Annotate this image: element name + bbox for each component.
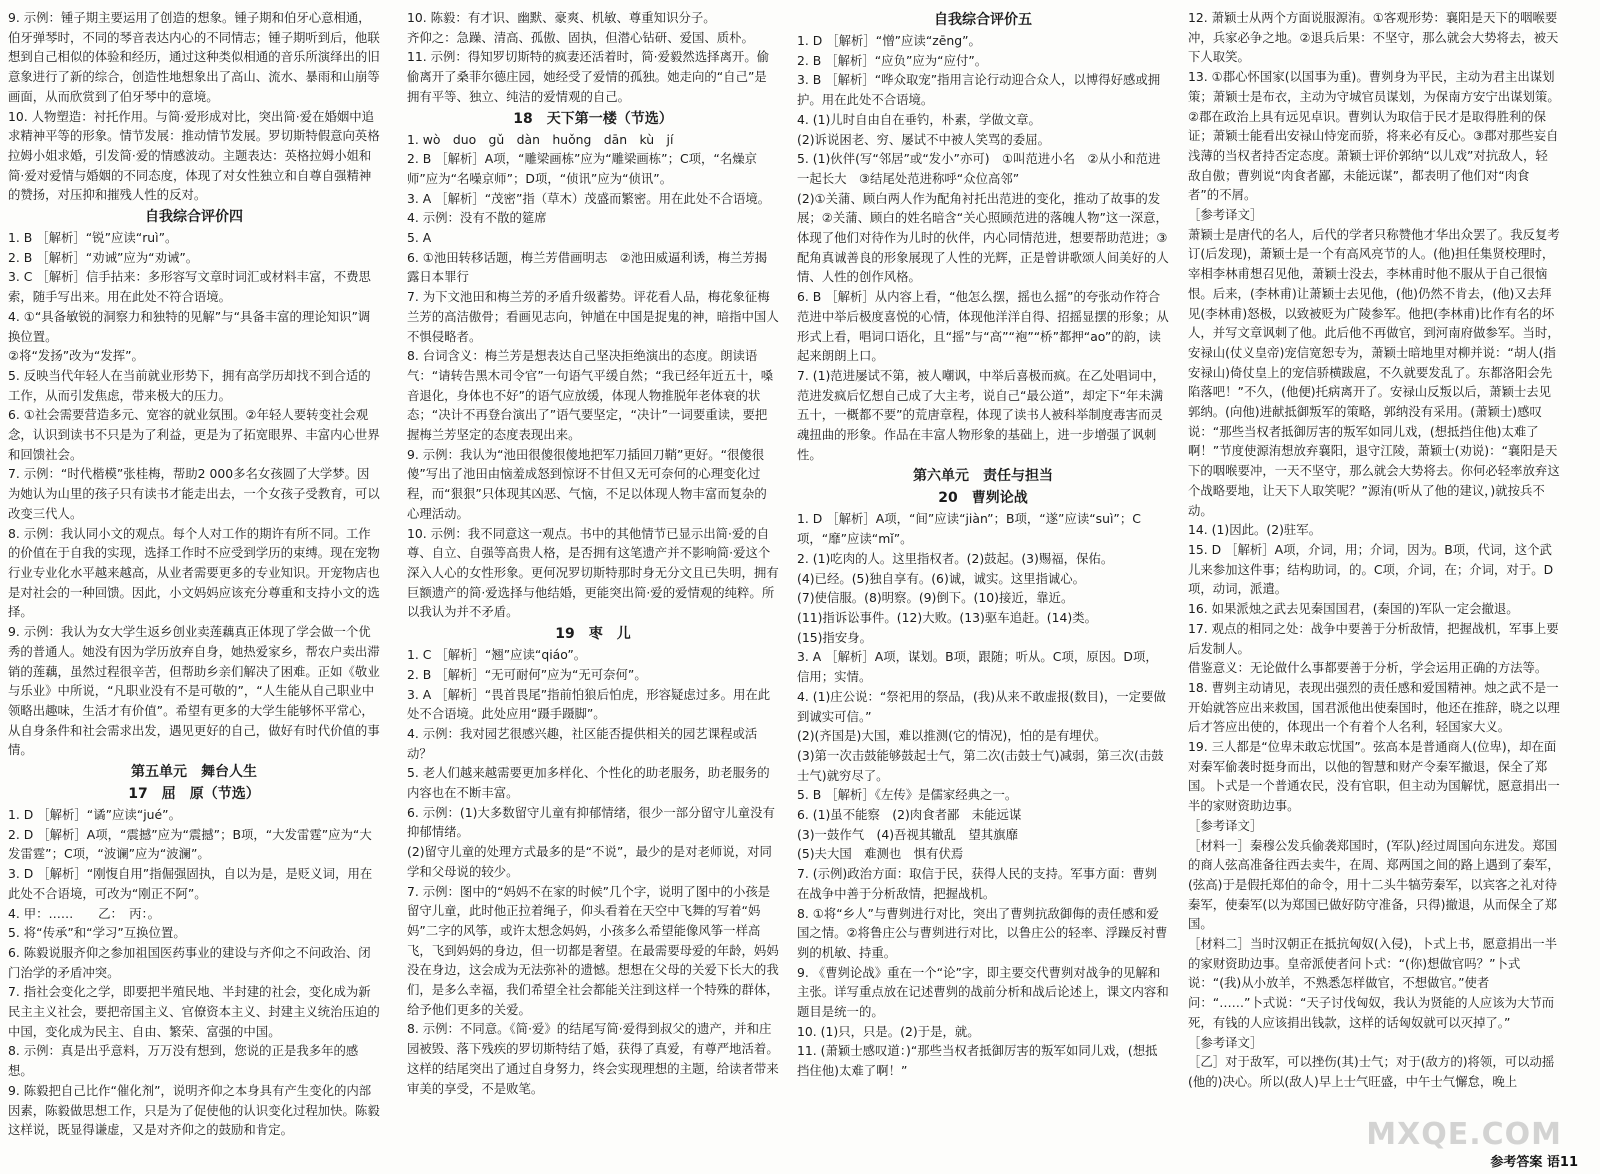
answer-paragraph: 8. 台词含义：梅兰芳是想表达自己坚决拒绝演出的态度。朗读语气：“请转告黑木司令官”一句语气平缓自然；“我已经年近五十，嗓音退化，身体也不好”的语气应放缓，体现人物推脱年老体衰的状态；“决计不再登台演出了”语气要坚定，“决计”一词要重读，要把握梅兰芳坚定的态度表现出来。	[407, 348, 774, 443]
answer-paragraph: 1. D ［解析］“谲”应读“jué”。	[8, 807, 181, 823]
answer-paragraph: 3. A ［解析］“畏首畏尾”指前怕狼后怕虎，形容疑虑过多。用在此处不合语境。此处应用“蹑手蹑脚”。	[407, 686, 771, 722]
section-heading: 第六单元 责任与担当	[913, 468, 1053, 485]
answer-paragraph: 15. D ［解析］A项，介词，用；介词，因为。B项，代词，这个武儿来参加这件事；结构助词，的。C项，介词，在；介词，对于。D项，动词，派遣。	[1188, 541, 1554, 597]
answer-paragraph: 4. 示例：我对园艺很感兴趣，社区能否提供相关的园艺课程或活动？	[407, 725, 758, 761]
answer-paragraph: 5. 将“传承”和“学习”互换位置。	[8, 925, 186, 941]
answer-paragraph: 5. B ［解析］《左传》是儒家经典之一。	[797, 787, 1018, 803]
column-2	[407, 8, 779, 1158]
answer-paragraph: 14. (1)因此。(2)驻军。	[1188, 522, 1322, 538]
answer-paragraph: 3. A ［解析］“茂密”指（草木）茂盛而繁密。用在此处不合语境。	[407, 190, 771, 206]
column-3	[797, 8, 1169, 1158]
answer-paragraph: 10. 陈毅：有才识、幽默、豪爽、机敏、尊重知识分子。 齐仰之：急躁、清高、孤傲、固执，但潜心钻研、爱国、质朴。	[407, 10, 754, 45]
answer-paragraph: 4. (1)庄公说：“祭祀用的祭品，(我)从来不敢虚报(数目)，一定要做到诚实可信。” (2)(齐国是)大国，难以推测(它的情况)，怕的是有埋伏。 (3)第一次击鼓能够鼓起士气，第二次(击鼓士气)减弱，第三次(击鼓士气)就穷尽了。	[797, 688, 1166, 783]
section-heading: 18 天下第一楼（节选）	[513, 110, 673, 127]
answer-paragraph: 9. 示例：我认为女大学生返乡创业卖莲藕真正体现了学会做一个优秀的普通人。她没有因为学历放弃自身，她热爱家乡，帮农户卖出滞销的莲藕，虽然过程很辛苦，但帮助乡亲们解决了困难。正如《敬业与乐业》中所说，“凡职业没有不是可敬的”，“人生能从自己职业中领略出趣味，生活才有价值”。希望有更多的大学生能够怀平常心，从自身条件和社会需求出发，遇见更好的自己，做好有时代价值的事情。	[8, 624, 380, 758]
answer-paragraph: ［乙］对于敌军，可以挫伤(其)士气；对于(敌方的)将领，可以动摇(他的)决心。所以(敌人)早上士气旺盛，中午士气懈怠，晚上	[1188, 1054, 1555, 1089]
section-heading: 17 屈 原（节选）	[128, 786, 260, 803]
answer-paragraph: 1. D ［解析］“憎”应读“zēng”。	[797, 33, 981, 48]
answer-paragraph: 1. B ［解析］“锐”应读“ruì”。	[8, 230, 178, 246]
answer-paragraph: 6. ①池田转移话题，梅兰芳借画明志 ②池田威逼利诱，梅兰芳揭露日本罪行	[407, 249, 768, 285]
answer-paragraph: 19. 三人都是“位卑未敢忘忧国”。弦高本是普通商人(位卑)，却在面对秦军偷袭时挺身而出，以他的智慧和财产令秦军撤退，保全了郑国。卜式是一个普通农民，没有官职，但主动为国解忧，愿意捐出一半的家财资助边事。	[1188, 739, 1560, 814]
answer-paragraph: 8. 示例：不同意。《简·爱》的结尾写简·爱得到叔父的遗产，并和庄园被毁、落下残疾的罗切斯特结了婚，获得了真爱，有尊严地活着。这样的结尾突出了通过自身努力，终会实现理想的主题，给读者带来审美的享受，不是败笔。	[407, 1021, 779, 1096]
answer-paragraph: ［参考译文］	[1188, 817, 1263, 833]
answer-paragraph: 2. B ［解析］“无可耐何”应为“无可奈何”。	[407, 666, 647, 682]
answer-paragraph: 10. 人物塑造：衬托作用。与简·爱形成对比，突出简·爱在婚姻中追求精神平等的形象。情节发展：推动情节发展。罗切斯特假意向英格拉姆小姐求婚，引发简·爱的情感波动。主题表达：英格拉姆小姐和简·爱对爱情与婚姻的不同态度，体现了对女性独立和自尊自强精神的赞扬，对压抑和摧残人性的反对。	[8, 108, 380, 203]
answer-paragraph: 2. B ［解析］A项，“雕梁画栋”应为“雕梁画栋”；C项，“名燥京师”应为“名噪京师”；D项，“侦讯”应为“侦讯”。	[407, 151, 758, 186]
answer-paragraph: 13. ①郡心怀国家(以国事为重)。曹刿身为平民，主动为君主出谋划策；萧颖士是布衣，主动为守城官员谋划，为保南方安宁出谋划策。②郡在政治上具有远见卓识。曹刿认为取信于民才是取得胜利的保证；萧颖士能看出安禄山恃宠而骄，将来必有反心。③郡对那些妄自浅薄的当权者持否定态度。萧颖士评价郭纳“以儿戏”对抗敌人，轻敌自傲；曹刿说“肉食者鄙，未能远谋”，都表明了他们对“肉食者”的不屑。	[1188, 69, 1560, 203]
answer-paragraph: 3. C ［解析］信手拈来：多形容写文章时词汇或材料丰富，不费思索，随手写出来。用在此处不符合语境。	[8, 269, 371, 305]
answer-paragraph: 5. 老人们越来越需要更加多样化、个性化的助老服务，助老服务的内容也在不断丰富。	[407, 765, 770, 801]
answer-paragraph: 10. (1)只，只是。(2)于是，就。	[797, 1023, 980, 1039]
answer-paragraph: ［参考译文］	[1188, 1034, 1263, 1050]
answer-paragraph: 8. 示例：我认同小文的观点。每个人对工作的期许有所不同。工作的价值在于自我的实现，选择工作时不应受到学历的束缚。现在宠物行业专业化水平越来越高，从业者需要更多的专业知识。开宠物店也是对社会的一种回馈。因此，小文妈妈应该充分尊重和支持小文的选择。	[8, 525, 380, 620]
column-4	[1188, 8, 1560, 1158]
column-1	[8, 8, 380, 1158]
answer-paragraph: 12. 萧颖士从两个方面说服源洧。①客观形势：襄阳是天下的咽喉要冲，兵家必争之地。②退兵后果：不坚守，那么就会大势将去，被天下人取笑。	[1188, 10, 1559, 65]
answer-paragraph: 10. 示例：我不同意这一观点。书中的其他情节已显示出简·爱的自尊、自立、自强等高贵人格，是否拥有这笔遗产并不影响简·爱这个深入人心的女性形象。更何况罗切斯特那时身无分文且已失明，拥有巨额遗产的简·爱选择与他结婚，更能突出简·爱的爱情观的纯粹。所以我认为并不矛盾。	[407, 525, 779, 620]
watermark-logo: MXQE.COM	[1366, 1117, 1562, 1152]
section-heading: 19 枣 儿	[555, 626, 631, 643]
section-heading: 第五单元 舞台人生	[131, 764, 257, 781]
answer-paragraph: 6. ①社会需要营造多元、宽容的就业氛围。②年轻人要转变社会观念，认识到读书不只是为了利益，更是为了拓宽眼界、丰富内心世界和回馈社会。	[8, 407, 380, 462]
answer-paragraph: 5. 反映当代年轻人在当前就业形势下，拥有高学历却找不到合适的工作，从而引发焦虑，带来极大的压力。	[8, 367, 371, 403]
answer-paragraph: 2. D ［解析］A项，“震撼”应为“震撼”；B项，“大发雷霆”应为“大发雷霆”；C项，“波谰”应为“波澜”。	[8, 826, 372, 862]
answer-paragraph: 4. (1)儿时自由自在垂钓，朴素，学做文章。 (2)诉说困老、穷、屡试不中被人笑骂的委屈。	[797, 111, 1050, 147]
answer-paragraph: 1. wò duo gǔ dàn huǒng dān kù jí	[407, 131, 674, 147]
answer-paragraph: 16. 如果派烛之武去见秦国国君，(秦国的)军队一定会撤退。	[1188, 601, 1519, 617]
answer-paragraph: 1. C ［解析］“翘”应读“qiáo”。	[407, 647, 587, 663]
answer-paragraph: 9. 《曹刿论战》重在一个“论”字，即主要交代曹刿对战争的见解和主张。详写重点放在记述曹刿的战前分析和战后论述上，课文内容和题目是统一的。	[797, 964, 1169, 1020]
answer-paragraph: 7. 示例：“时代楷模”张桂梅，帮助2 000多名女孩圆了大学梦。因为她认为山里的孩子只有读书才能走出去，一个女孩子受教育，可以改变三代人。	[8, 466, 380, 521]
answer-paragraph: 3. B ［解析］“哗众取宠”指用言论行动迎合众人，以博得好感或拥护。用在此处不合语境。	[797, 72, 1161, 108]
answer-paragraph: 2. B ［解析］“劝诫”应为“劝诫”。	[8, 249, 199, 265]
answer-paragraph: 6. B ［解析］从内容上看，“他怎么摆，摇也么摇”的夸张动作符合范进中举后极度喜悦的心情，体现他洋洋自得、招摇显摆的形象；从形式上看，唱词口语化，且“摇”与“高”“袍”“桥”都押“ao”的韵，读起来朗朗上口。	[797, 289, 1169, 364]
answer-paragraph: 6. 示例：(1)大多数留守儿童有抑郁情绪，很少一部分留守儿童没有抑郁情绪。 (2)留守儿童的处理方式最多的是“不说”，最少的是对老师说，对同学和父母说的较少。	[407, 804, 775, 879]
answer-paragraph: ［材料二］当时汉朝正在抵抗匈奴(入侵)，卜式上书，愿意捐出一半的家财资助边事。皇帝派使者问卜式：“(你)想做官吗？”卜式说：“(我)从小放羊，不熟悉怎样做官，不想做官。”使者问：“……”卜式说：“天子讨伐匈奴，我认为贤能的人应该为大节而死，有钱的人应该捐出钱款，这样的话匈奴就可以灭掉了。”	[1188, 936, 1557, 1030]
page-footer: 参考答案 语11	[1490, 1155, 1578, 1170]
answer-paragraph: 2. (1)吃肉的人。这里指权者。(2)鼓起。(3)赐福，保佑。 (4)已经。(5)独自享有。(6)诚，诚实。这里指诚心。 (7)使信服。(8)明察。(9)倒下。(10)接近，靠近。 (11)指诉讼事件。(12)大败。(13)驱车追赶。(14)类。 (15)指安身。	[797, 550, 1114, 645]
answer-paragraph: 7. 指社会变化之学，即要把半殖民地、半封建的社会，变化成为新民主主义社会，要把帝国主义、官僚资本主义、封建主义统治压迫的中国，变化成为民主、自由、繁荣、富强的中国。	[8, 984, 380, 1039]
answer-paragraph: 萧颖士是唐代的名人，后代的学者只称赞他才华出众罢了。我反复考订(后发现)，萧颖士是一个有高风亮节的人。(他)担任集贤校理时，宰相李林甫想召见他，萧颖士没去，李林甫时他不服从于自己很恼恨。后来，(李林甫)让萧颖士去见他，(他)仍然不肯去，(他)又去拜见(李林甫)怒极，以致被贬为广陵参军。他把(李林甫)比作有名的坏人，并写文章讽刺了他。此后他不再做官，到河南府做参军。当时，安禄山(仗义皇帝)宠信宽恕专为，萧颖士暗地里对柳并说：“胡人(指安禄山)倚仗皇上的宠信骄横跋扈，不久就要发乱了。东都洛阳会先陷落吧！”不久，(他便)托病离开了。安禄山反叛以后，萧颖士去见郭纳。(向他)进献抵御叛军的策略，郭纳没有采用。(萧颖士)感叹说：“那些当权者抵御厉害的叛军如同儿戏，(想抵挡住他)太难了啊！”节度使源洧想放弃襄阳，退守江陵，萧颖士(劝说)：“襄阳是天下的咽喉要冲，一天不坚守，那么就会大势将去。你何必轻率放弃这个战略要地，让天下人取笑呢？”源洧(听从了他的建议，)就按兵不动。	[1188, 226, 1560, 518]
answer-paragraph: 6. (1)虽不能察 (2)肉食者鄙 未能远谋 (3)一鼓作气 (4)吾视其辙乱 望其旗靡 (5)夫大国 难测也 惧有伏焉	[797, 807, 1022, 862]
answer-paragraph: 7. 为下文池田和梅兰芳的矛盾升级蓄势。评花看人品，梅花象征梅兰芳的高洁傲骨；看画见志向，钟馗在中国是捉鬼的神，暗指中国人不惧侵略者。	[407, 289, 779, 344]
answer-paragraph: 5. (1)伙伴(写“邻居”或“发小”亦可) ①叫范进小名 ②从小和范进一起长大 ③结尾处范进称呼“众位高邻” (2)①关蒲、顾白两人作为配角衬托出范进的变化，推动了故事的发展；②关蒲、顾白的姓名暗含“关心照顾范进的落魄人物”这一深意，体现了他们对待作为儿时的伙伴，内心同情范进，想要帮助范进；③配角真诚善良的形象展现了人性的光辉，正是曾讲歌颂人间美好的人情、人性的创作风格。	[797, 151, 1169, 285]
section-heading: 自我综合评价五	[934, 12, 1032, 28]
answer-paragraph: 7. (示例)政治方面：取信于民，获得人民的支持。军事方面：曹刿在战争中善于分析敌情，把握战机。	[797, 866, 1157, 901]
answer-paragraph: 11. (萧颖士感叹道：)“那些当权者抵御厉害的叛军如同儿戏，(想抵挡住他)太难了啊！”	[797, 1043, 1158, 1079]
answer-paragraph: 18. 曹刿主动请见，表现出强烈的责任感和爱国精神。烛之武不是一开始就答应出来救国，国君派他出使秦国时，他还在推辞，晓之以理后才答应出使的，体现出一个有着个人名利，轻国家大义。	[1188, 679, 1560, 735]
section-heading: 20 曹刿论战	[938, 490, 1028, 507]
answer-paragraph: 8. ①将“乡人”与曹刿进行对比，突出了曹刿抗敌御侮的责任感和爱国之情。②将鲁庄公与曹刿进行对比，以鲁庄公的轻率、浮躁反衬曹刿的机敏、持重。	[797, 905, 1168, 960]
answer-paragraph: 4. 甲：…… 乙： 丙：。	[8, 905, 161, 921]
answer-paragraph: 3. D ［解析］“刚愎自用”指倔强固执，自以为是，是贬义词，用在此处不合语境，可改为“刚正不阿”。	[8, 866, 373, 901]
answer-paragraph: 9. 示例：我认为“池田很傻很傻地把军刀插回刀鞘”更好。“很傻很傻”写出了池田由恼羞成怒到惊讶不甘但又无可奈何的心理变化过程，而“狠狠”只体现其凶恶、气恼，不足以体现人物丰富而复杂的心理活动。	[407, 446, 767, 521]
answer-paragraph: 9. 示例：锺子期主要运用了创造的想象。锺子期和伯牙心意相通，伯牙弹琴时，不同的琴音表达内心的不同情志；锺子期听到后，他联想到自己相似的体验和经历，通过这种类似相通的音乐所演绎出的旧意象进行了新的综合，创造性地想象出了高山、流水、暴雨和山崩等画面，从而欣赏到了伯牙琴中的意境。	[8, 10, 380, 104]
answer-paragraph: 4. 示例：没有不散的筵席	[407, 210, 547, 226]
answer-paragraph: ［参考译文］	[1188, 207, 1263, 223]
answer-paragraph: 3. A ［解析］A项，谋划。B项，跟随；听从。C项，原因。D项，信用；实情。	[797, 649, 1158, 685]
answer-paragraph: 1. D ［解析］A项，“间”应读“jiàn”；B项，“遂”应读“suì”；C项，“靡”应读“mǐ”。	[797, 511, 1141, 547]
answer-paragraph: 6. 陈毅说服齐仰之参加祖国医药事业的建设与齐仰之不问政治、闭门治学的矛盾冲突。	[8, 944, 371, 980]
answer-paragraph: ［材料一］秦穆公发兵偷袭郑国时，(军队)经过周国向东进发。郑国的商人弦高准备往西去卖牛，在周、郑两国之间的路上遇到了秦军，(弦高)于是假托郑伯的命令，用十二头牛犒劳秦军，以宾客之礼对待秦军，使秦军(以为郑国已做好防守准备，只得)撤退，从而保全了郑国。	[1188, 837, 1560, 932]
answer-paragraph: 2. B ［解析］“应负”应为“应付”。	[797, 52, 988, 68]
answer-paragraph: 5. A	[407, 230, 432, 246]
answer-paragraph: 8. 示例：真是出乎意料，万万没有想到，您说的正是我多年的感想。	[8, 1043, 359, 1079]
answer-paragraph: 7. 示例：图中的“妈妈不在家的时候”几个字，说明了图中的小孩是留守儿童，此时他正拉着绳子，仰头看着在天空中飞舞的写着“妈妈”二字的风筝，或许太想念妈妈，小孩多么希望能像风筝一样高飞，飞到妈妈的身边，但一切都是奢望。在最需要母爱的年龄，妈妈没在身边，这会成为无法弥补的遗憾。想想在父母的关爱下长大的我们，是多么幸福，我们希望全社会都能关注到这样一个特殊的群体，给予他们更多的关爱。	[407, 883, 779, 1017]
answer-paragraph: 17. 观点的相同之处：战争中要善于分析敌情，把握战机，军事上要后发制人。 借鉴意义：无论做什么事都要善于分析，学会运用正确的方法等。	[1188, 620, 1559, 676]
answer-paragraph: 9. 陈毅把自己比作“催化剂”，说明齐仰之本身具有产生变化的内部因素，陈毅做思想工作，只是为了促使他的认识变化过程加快。陈毅这样说，既显得谦虚，又是对齐仰之的鼓励和肯定。	[8, 1082, 380, 1138]
answer-paragraph: 4. ①“具备敏锐的洞察力和独特的见解”与“具备丰富的理论知识”调换位置。 ②将“发扬”改为“发挥”。	[8, 308, 371, 364]
answer-paragraph: 11. 示例：得知罗切斯特的疯妻还活着时，简·爱毅然选择离开。偷偷离开了桑菲尔德庄园，她经受了爱情的孤独。她走向的“自己”是拥有平等、独立、纯洁的爱情观的自己。	[407, 49, 770, 104]
section-heading: 自我综合评价四	[145, 209, 243, 226]
answer-paragraph: 7. (1)范进屡试不第，被人嘲讽，中举后喜极而疯。在乙处唱词中，范进发疯后忆想自己成了大主考，说自己“最公道”，却定下“年未满五十，一概都不要”的荒唐章程，体现了读书人被科举制度毒害而灵魂扭曲的形象。作品在丰富人物形象的基础上，进一步增强了讽刺性。	[797, 367, 1165, 462]
